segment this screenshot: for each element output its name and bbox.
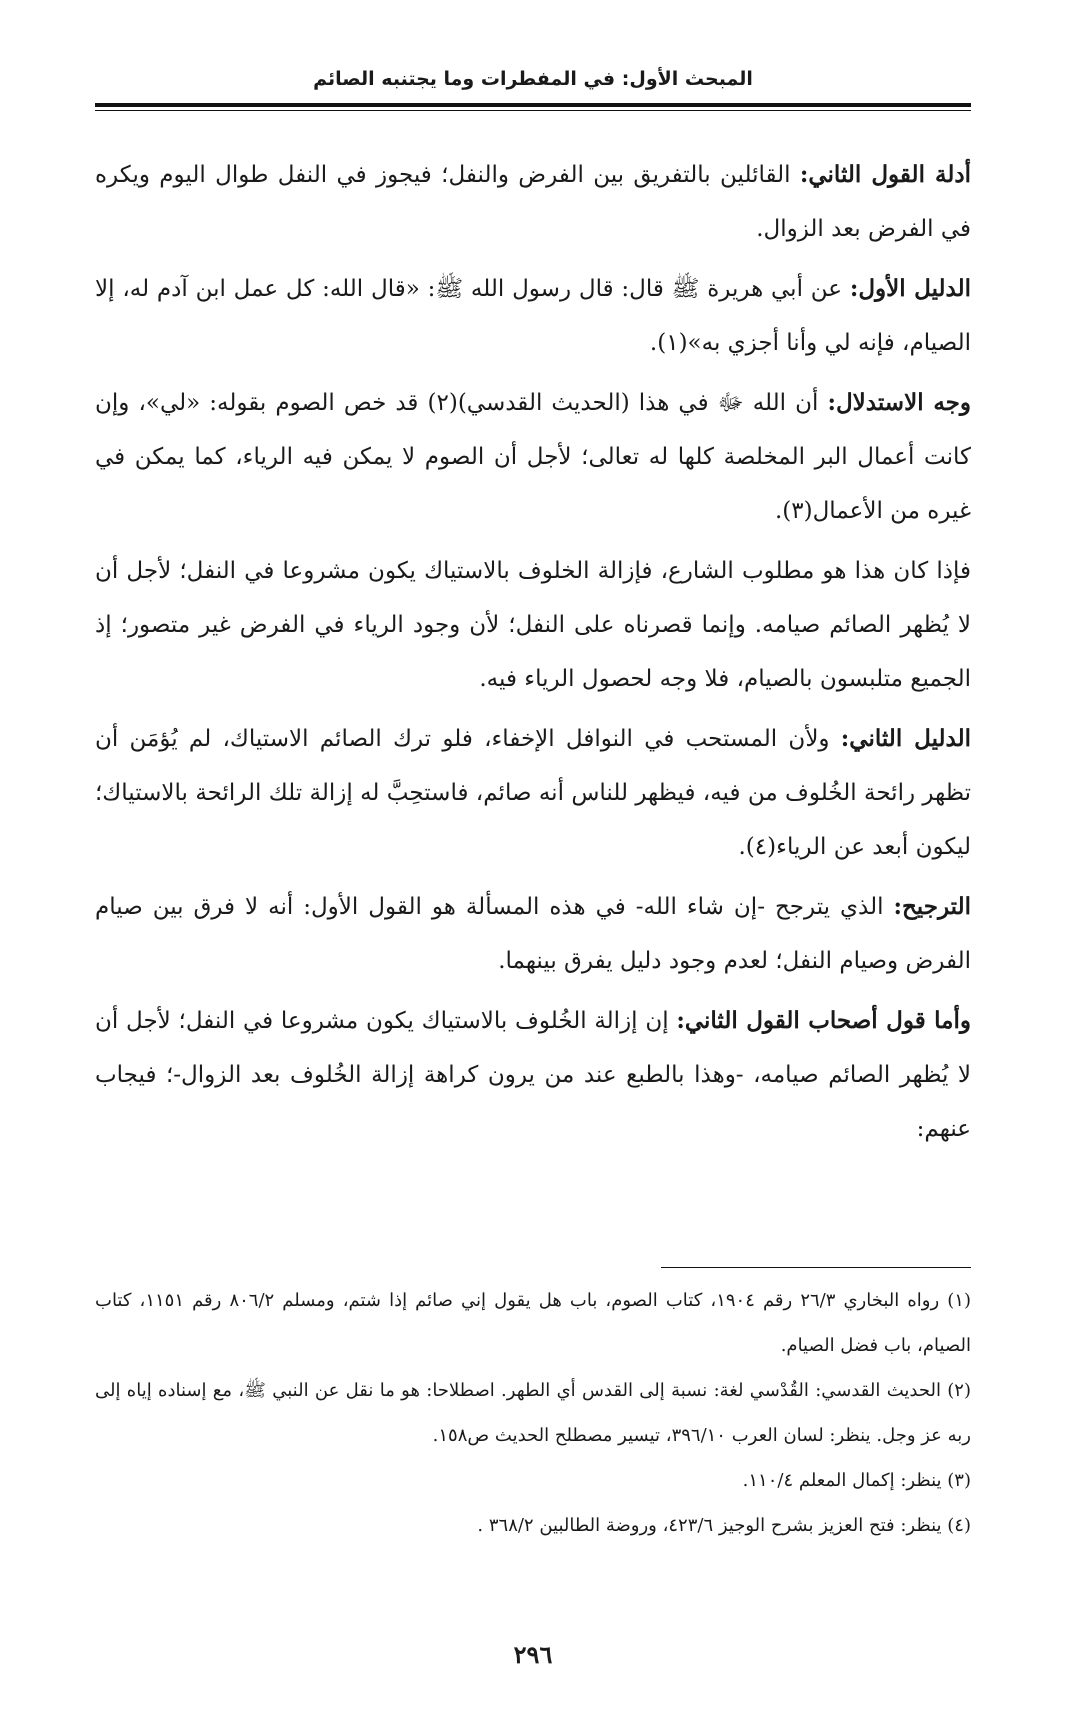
header-rule-thin [95, 110, 971, 111]
paragraph-heading: وجه الاستدلال: [827, 389, 972, 416]
paragraph-heading: الدليل الأول: [849, 275, 971, 302]
footnote: (٤) ينظر: فتح العزيز بشرح الوجيز ٤٢٣/٦، وروضة الطالبين ٣٦٨/٢ . [477, 1515, 971, 1536]
footnote: (٢) الحديث القدسي: القُدْسي لغة: نسبة إلى القدس أي الطهر. اصطلاحا: هو ما نقل عن النبي ﷺ، مع إسناده إياه إلى ربه عز وجل. ينظر: لسان العرب ٣٩٦/١٠، تيسير مصطلح الحديث ص١٥٨. [95, 1380, 971, 1446]
paragraph [95, 148, 971, 256]
paragraph [95, 262, 971, 370]
paragraph-text: القائلين بالتفريق بين الفرض والنفل؛ فيجوز في النفل طوال اليوم ويكره في الفرض بعد الزوال. [95, 162, 971, 242]
paragraph [95, 544, 971, 706]
paragraph-text: أن الله ﷻ في هذا (الحديث القدسي)(٢) قد خص الصوم بقوله: «لي»، وإن كانت أعمال البر المخلصة كلها له تعالى؛ لأجل أن الصوم لا يمكن فيه الرياء، كما يمكن في غيره من الأعمال(٣). [95, 390, 971, 524]
paragraph-heading: الترجيح: [893, 893, 971, 920]
footnotes [95, 1278, 971, 1548]
footnote: (١) رواه البخاري ٢٦/٣ رقم ١٩٠٤، كتاب الصوم، باب هل يقول إني صائم إذا شتم، ومسلم ٨٠٦/٢ رقم ١١٥١، كتاب الصيام، باب فضل الصيام. [95, 1290, 971, 1356]
paragraph-text: فإذا كان هذا هو مطلوب الشارع، فإزالة الخلوف بالاستياك يكون مشروعا في النفل؛ لأجل أن لا يُظهر الصائم صيامه. وإنما قصرناه على النفل؛ لأن وجود الرياء في الفرض غير متصور؛ إذ الجميع متلبسون بالصيام، فلا وجه لحصول الرياء فيه. [95, 558, 971, 692]
main-text [95, 148, 971, 1162]
running-header: المبحث الأول: في المفطرات وما يجتنبه الصائم [313, 68, 753, 90]
paragraph [95, 880, 971, 988]
paragraph [95, 994, 971, 1156]
paragraph-heading: أدلة القول الثاني: [799, 161, 971, 188]
header-rule-thick [95, 103, 971, 107]
paragraph-text: عن أبي هريرة ﷺ قال: قال رسول الله ﷺ: «قال الله: كل عمل ابن آدم له، إلا الصيام، فإنه لي وأنا أجزي به»(١). [95, 276, 971, 356]
paragraph-text: الذي يترجح -إن شاء الله- في هذه المسألة هو القول الأول: أنه لا فرق بين صيام الفرض وصيام النفل؛ لعدم وجود دليل يفرق بينهما. [95, 894, 971, 974]
paragraph-heading: الدليل الثاني: [840, 725, 971, 752]
paragraph [95, 712, 971, 874]
paragraph-heading: وأما قول أصحاب القول الثاني: [676, 1007, 971, 1034]
footnote-separator [661, 1267, 971, 1268]
footnote: (٣) ينظر: إكمال المعلم ١١٠/٤. [742, 1470, 971, 1491]
page-number: ٢٩٦ [513, 1640, 553, 1669]
paragraph [95, 376, 971, 538]
paragraph-text: ولأن المستحب في النوافل الإخفاء، فلو ترك الصائم الاستياك، لم يُؤمَن أن تظهر رائحة الخُلوف من فيه، فيظهر للناس أنه صائم، فاستحِبَّ له إزالة تلك الرائحة بالاستياك؛ ليكون أبعد عن الرياء(٤). [95, 726, 971, 860]
paragraph-text: إن إزالة الخُلوف بالاستياك يكون مشروعا في النفل؛ لأجل أن لا يُظهر الصائم صيامه، -وهذا بالطبع عند من يرون كراهة إزالة الخُلوف بعد الزوال-؛ فيجاب عنهم: [95, 1008, 971, 1142]
